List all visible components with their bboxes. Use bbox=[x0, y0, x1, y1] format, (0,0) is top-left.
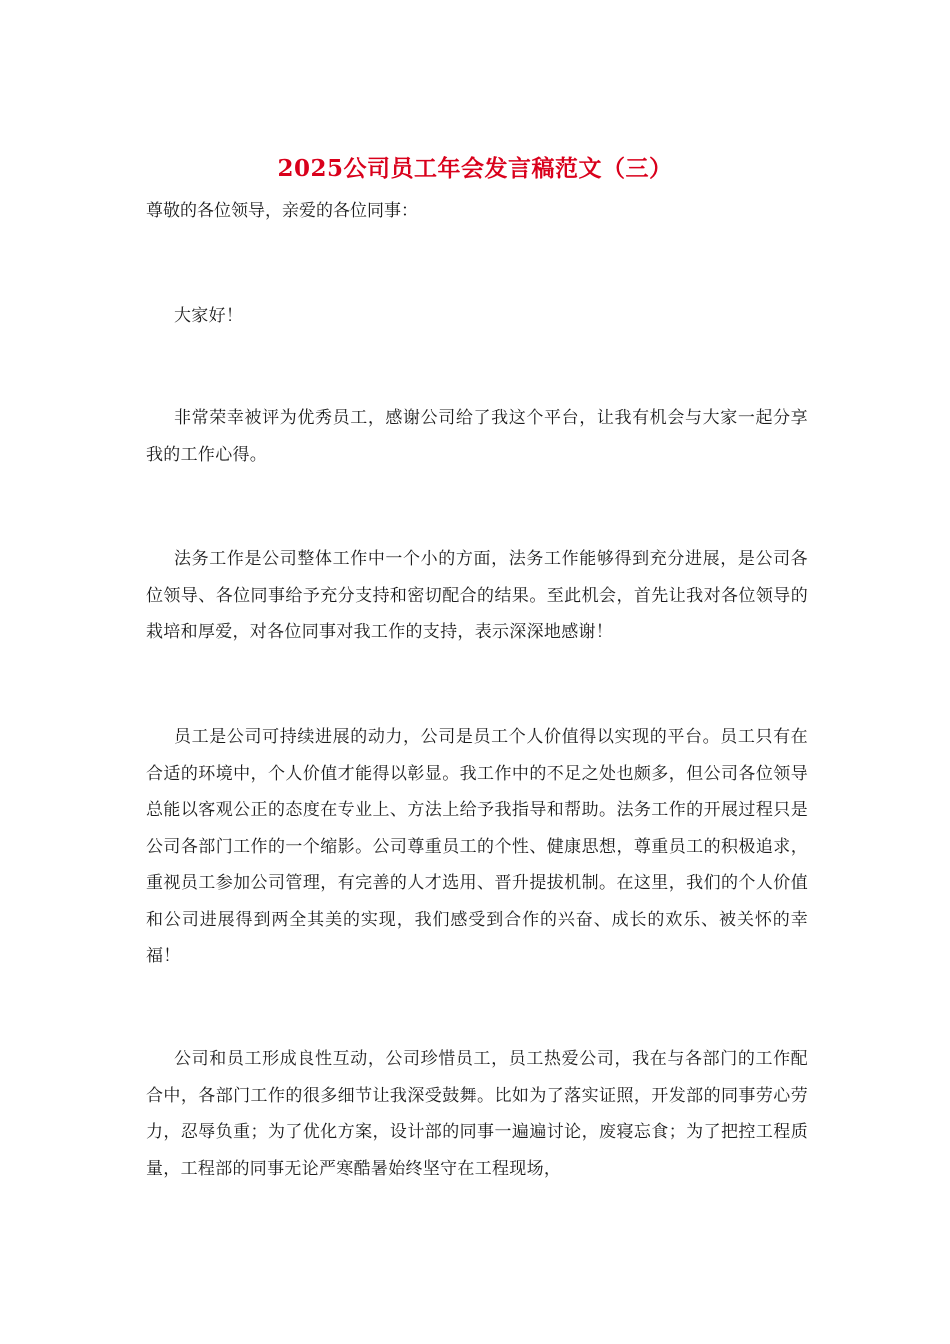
document-title: 2025公司员工年会发言稿范文（三） bbox=[277, 155, 673, 182]
salutation: 尊敬的各位领导，亲爱的各位同事： bbox=[146, 201, 418, 221]
paragraph-thanks: 非常荣幸被评为优秀员工，感谢公司给了我这个平台，让我有机会与大家一起分享我的工作心得。 bbox=[146, 408, 808, 465]
paragraph-legal-work: 法务工作是公司整体工作中一个小的方面，法务工作能够得到充分进展，是公司各位领导、各位同事给予充分支持和密切配合的结果。至此机会，首先让我对各位领导的栽培和厚爱，对各位同事对我工作的支持，表示深深地感谢！ bbox=[146, 549, 808, 642]
paragraph-greeting: 大家好！ bbox=[174, 306, 244, 326]
paragraph-employee-value: 员工是公司可持续进展的动力，公司是员工个人价值得以实现的平台。员工只有在合适的环境中，个人价值才能得以彰显。我工作中的不足之处也颇多，但公司各位领导总能以客观公正的态度在专业上、方法上给予我指导和帮助。法务工作的开展过程只是公司各部门工作的一个缩影。公司尊重员工的个性、健康思想，尊重员工的积极追求，重视员工参加公司管理，有完善的人才选用、晋升提拔机制。在这里，我们的个人价值和公司进展得到两全其美的实现，我们感受到合作的兴奋、成长的欢乐、被关怀的幸福！ bbox=[146, 727, 808, 966]
paragraph-cooperation: 公司和员工形成良性互动，公司珍惜员工，员工热爱公司，我在与各部门的工作配合中，各部门工作的很多细节让我深受鼓舞。比如为了落实证照，开发部的同事劳心劳力，忍辱负重；为了优化方案，设计部的同事一遍遍讨论，废寝忘食；为了把控工程质量，工程部的同事无论严寒酷暑始终坚守在工程现场， bbox=[146, 1049, 808, 1179]
